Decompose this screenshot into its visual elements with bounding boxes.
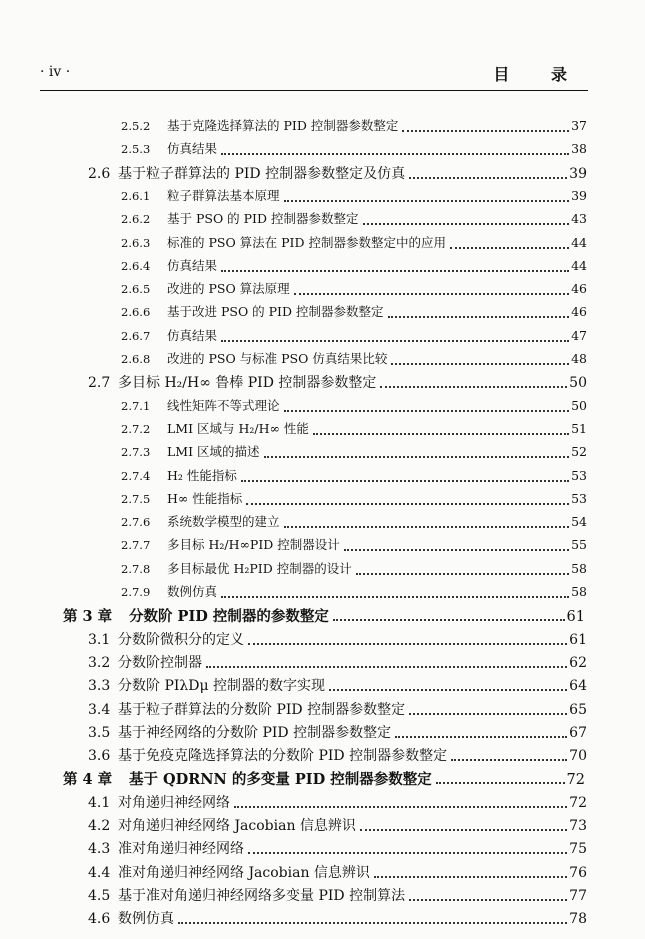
toc-leader-dots (380, 386, 567, 388)
toc-leader-dots (388, 316, 570, 318)
toc-leader-dots (391, 363, 569, 365)
toc-leader-dots (333, 619, 565, 621)
toc-entry-title: 标准的 PSO 算法在 PID 控制器参数整定中的应用 (167, 234, 446, 250)
toc-entry-number: 2.6 (88, 165, 111, 182)
toc-entry-page: 43 (571, 211, 587, 227)
toc-entry-page: 58 (571, 560, 587, 576)
toc-entry[interactable] (88, 722, 587, 742)
toc-entry-title: 准对角递归神经网络 Jacobian 信息辨识 (118, 864, 370, 881)
toc-entry-number: 2.6.7 (121, 328, 151, 343)
toc-entry-title: 多目标 H₂/H∞PID 控制器设计 (167, 537, 340, 553)
toc-entry-number: 4.5 (88, 887, 111, 904)
toc-entry-page: 39 (571, 187, 587, 203)
toc-entry-page: 53 (571, 490, 587, 506)
toc-entry-page: 54 (571, 514, 587, 530)
toc-entry-title: 分数阶控制器 (118, 654, 202, 671)
toc-entry-title: 基于 PSO 的 PID 控制器参数整定 (167, 211, 359, 227)
toc-entry[interactable] (121, 326, 587, 346)
toc-leader-dots (248, 643, 567, 645)
toc-entry[interactable] (88, 675, 587, 695)
toc-entry-page: 37 (571, 118, 587, 133)
toc-entry-page: 48 (571, 351, 587, 366)
toc-leader-dots (360, 829, 567, 831)
toc-entry[interactable] (63, 605, 585, 625)
toc-entry-title: 对角递归神经网络 (118, 794, 230, 811)
toc-entry-number: 4.2 (88, 818, 111, 834)
toc-entry-number: 3.4 (88, 701, 111, 718)
toc-entry[interactable] (121, 233, 587, 253)
toc-entry-page: 52 (571, 444, 587, 460)
toc-entry[interactable] (121, 302, 587, 322)
toc-entry-title: 线性矩阵不等式理论 (167, 397, 280, 413)
toc-leader-dots (363, 223, 570, 225)
toc-entry[interactable] (121, 139, 587, 159)
toc-entry-page: 75 (569, 841, 587, 858)
toc-entry-number: 2.6.3 (121, 235, 151, 250)
toc-entry-number: 3.3 (88, 678, 111, 695)
toc-entry[interactable] (121, 279, 587, 299)
toc-leader-dots (246, 503, 569, 505)
toc-leader-dots (356, 573, 569, 575)
toc-leader-dots (402, 130, 569, 132)
toc-entry-number: 2.7.3 (121, 445, 151, 460)
toc-entry-number: 2.7.8 (121, 561, 151, 576)
toc-entry-number: 2.6.4 (121, 258, 151, 273)
toc-entry-number: 3.1 (88, 631, 111, 648)
toc-entry[interactable] (88, 885, 587, 905)
toc-leader-dots (374, 876, 567, 878)
toc-entry-number: 2.5.3 (121, 142, 151, 157)
toc-entry[interactable] (88, 745, 587, 765)
toc-entry[interactable] (63, 768, 585, 788)
toc-leader-dots (395, 736, 567, 738)
toc-entry-title: 基于改进 PSO 的 PID 控制器参数整定 (167, 304, 384, 320)
toc-entry-title: 数例仿真 (118, 911, 174, 928)
toc-entry-page: 50 (571, 397, 587, 413)
toc-leader-dots (436, 782, 565, 784)
toc-entry-number: 2.6.2 (121, 212, 151, 227)
toc-entry[interactable] (121, 489, 587, 509)
toc-entry[interactable] (121, 535, 587, 555)
toc-entry-title: 多目标 H₂/H∞ 鲁棒 PID 控制器参数整定 (118, 375, 377, 392)
toc-entry-page: 64 (569, 678, 587, 695)
toc-entry-title: H₂ 性能指标 (167, 467, 237, 483)
toc-entry-number: 2.7.5 (121, 491, 151, 506)
toc-leader-dots (294, 293, 569, 295)
toc-entry-number: 2.5.2 (121, 119, 151, 133)
toc-leader-dots (409, 177, 567, 179)
toc-entry-title: 基于粒子群算法的分数阶 PID 控制器参数整定 (118, 701, 406, 718)
toc-entry-page: 47 (571, 327, 587, 343)
toc-entry-title: 数例仿真 (167, 584, 218, 599)
toc-leader-dots (221, 153, 569, 155)
toc-entry[interactable] (88, 629, 587, 649)
toc-entry[interactable] (121, 582, 587, 602)
toc-entry-title: 基于 QDRNN 的多变量 PID 控制器参数整定 (129, 771, 432, 789)
toc-entry-number: 4.6 (88, 911, 111, 928)
toc-entry-title: 基于粒子群算法的 PID 控制器参数整定及仿真 (118, 165, 406, 182)
toc-entry[interactable] (88, 792, 587, 812)
section-title: 目 录 (493, 65, 585, 84)
toc-leader-dots (409, 713, 567, 715)
toc-entry-title: 系统数学模型的建立 (167, 514, 280, 530)
toc-entry-title: 分数阶微积分的定义 (118, 631, 244, 648)
toc-entry-number: 2.7.2 (121, 421, 151, 436)
toc-leader-dots (451, 759, 567, 761)
toc-entry-title: LMI 区域的描述 (167, 444, 260, 460)
toc-entry-page: 39 (569, 165, 587, 182)
toc-entry-number: 2.7.9 (121, 585, 151, 599)
toc-entry-page: 61 (566, 609, 585, 626)
toc-entry-number: 3.5 (88, 724, 111, 741)
toc-leader-dots (409, 899, 567, 901)
toc-entry-title: 仿真结果 (167, 257, 218, 273)
toc-entry[interactable] (121, 442, 587, 462)
toc-entry-page: 70 (569, 748, 587, 765)
toc-entry-page: 44 (571, 257, 587, 273)
toc-entry-page: 38 (571, 141, 587, 157)
toc-entry-page: 46 (571, 304, 587, 320)
toc-entry[interactable] (88, 163, 587, 183)
toc-leader-dots (241, 480, 569, 482)
page-header (40, 62, 585, 86)
toc-entry-page: 51 (571, 420, 587, 436)
toc-entry-title: 基于神经网络的分数阶 PID 控制器参数整定 (118, 724, 392, 741)
toc-entry-number: 4.1 (88, 794, 111, 811)
toc-entry-page: 77 (569, 887, 587, 904)
toc-entry[interactable] (88, 372, 587, 392)
toc-entry[interactable] (88, 908, 587, 928)
toc-entry-number: 3.2 (88, 654, 111, 671)
toc-entry[interactable] (121, 512, 587, 532)
toc-leader-dots (221, 270, 569, 272)
toc-entry-page: 73 (569, 818, 587, 834)
toc-entry-number: 2.7.6 (121, 515, 151, 530)
toc-entry-page: 61 (569, 631, 587, 648)
toc-entry-title: 准对角递归神经网络 (118, 841, 244, 858)
toc-entry-number: 2.6.6 (121, 305, 151, 320)
toc-entry-number: 2.6.5 (121, 282, 151, 297)
toc-entry[interactable] (121, 396, 587, 416)
toc-entry-title: 改进的 PSO 与标准 PSO 仿真结果比较 (167, 351, 388, 366)
toc-entry-page: 44 (571, 234, 587, 250)
toc-entry[interactable] (121, 256, 587, 276)
toc-entry[interactable] (88, 652, 587, 672)
toc-entry-number: 2.6.8 (121, 352, 151, 366)
toc-entry-title: 仿真结果 (167, 141, 218, 157)
toc-entry[interactable] (121, 419, 587, 439)
toc-entry-number: 4.4 (88, 864, 111, 881)
toc-leader-dots (221, 340, 569, 342)
toc-entry-page: 78 (569, 911, 587, 928)
toc-entry-title: 基于免疫克隆选择算法的分数阶 PID 控制器参数整定 (118, 748, 448, 765)
toc-entry-number: 3.6 (88, 748, 111, 765)
toc-entry-title: 粒子群算法基本原理 (167, 187, 280, 203)
toc-leader-dots (284, 200, 570, 202)
toc-leader-dots (206, 666, 567, 668)
toc-entry-page: 46 (571, 281, 587, 297)
toc-entry-title: 仿真结果 (167, 327, 218, 343)
toc-entry[interactable] (88, 815, 587, 835)
toc-entry-title: 改进的 PSO 算法原理 (167, 281, 290, 297)
toc-entry-page: 53 (571, 467, 587, 483)
toc-entry-title: 多目标最优 H₂PID 控制器的设计 (167, 560, 352, 576)
toc-entry-number: 2.7.1 (121, 398, 151, 413)
toc-leader-dots (284, 526, 570, 528)
toc-entry-number: 2.7.7 (121, 538, 151, 553)
toc-entry-page: 50 (569, 375, 587, 392)
toc-entry-number: 2.6.1 (121, 188, 151, 203)
toc-entry-page: 55 (571, 537, 587, 553)
toc-entry-page: 58 (571, 584, 587, 599)
toc-leader-dots (344, 549, 569, 551)
toc-entry-page: 72 (566, 772, 585, 789)
header-rule (40, 90, 588, 91)
toc-leader-dots (329, 689, 567, 691)
toc-leader-dots (264, 456, 570, 458)
toc-leader-dots (234, 806, 567, 808)
toc-leader-dots (284, 410, 570, 412)
toc-leader-dots (313, 433, 569, 435)
toc-entry-title: 基于准对角递归神经网络多变量 PID 控制算法 (118, 887, 406, 904)
toc-entry[interactable] (121, 209, 587, 229)
toc-leader-dots (450, 247, 569, 249)
page-number: · iv · (40, 64, 71, 80)
toc-entry[interactable] (121, 466, 587, 486)
toc-entry-page: 67 (569, 724, 587, 741)
toc-leader-dots (178, 922, 567, 924)
toc-entry-title: LMI 区域与 H₂/H∞ 性能 (167, 420, 309, 436)
toc-entry-number: 第 3 章 (63, 608, 113, 626)
toc-entry[interactable] (121, 116, 587, 136)
toc-entry-title: 分数阶 PIλDμ 控制器的数字实现 (118, 678, 326, 695)
toc-entry-number: 4.3 (88, 841, 111, 858)
toc-entry[interactable] (88, 838, 587, 858)
toc-entry-title: H∞ 性能指标 (167, 490, 243, 506)
toc-entry-page: 62 (569, 654, 587, 671)
toc-entry-page: 72 (569, 794, 587, 811)
toc-entry-title: 对角递归神经网络 Jacobian 信息辨识 (118, 818, 356, 834)
toc-entry[interactable] (88, 862, 587, 882)
toc-entry-title: 分数阶 PID 控制器的参数整定 (129, 608, 329, 626)
toc-entry-number: 2.7 (88, 375, 111, 392)
toc-entry-title: 基于克隆选择算法的 PID 控制器参数整定 (167, 118, 399, 133)
toc-entry-number: 2.7.4 (121, 468, 151, 483)
toc-entry-page: 76 (569, 864, 587, 881)
toc-entry-number: 第 4 章 (63, 771, 113, 789)
toc-entry[interactable] (121, 349, 587, 369)
toc-entry[interactable] (88, 699, 587, 719)
toc-entry[interactable] (121, 186, 587, 206)
toc-entry-page: 65 (569, 701, 587, 718)
toc-entry[interactable] (121, 559, 587, 579)
toc-leader-dots (248, 852, 567, 854)
toc-leader-dots (221, 596, 569, 598)
